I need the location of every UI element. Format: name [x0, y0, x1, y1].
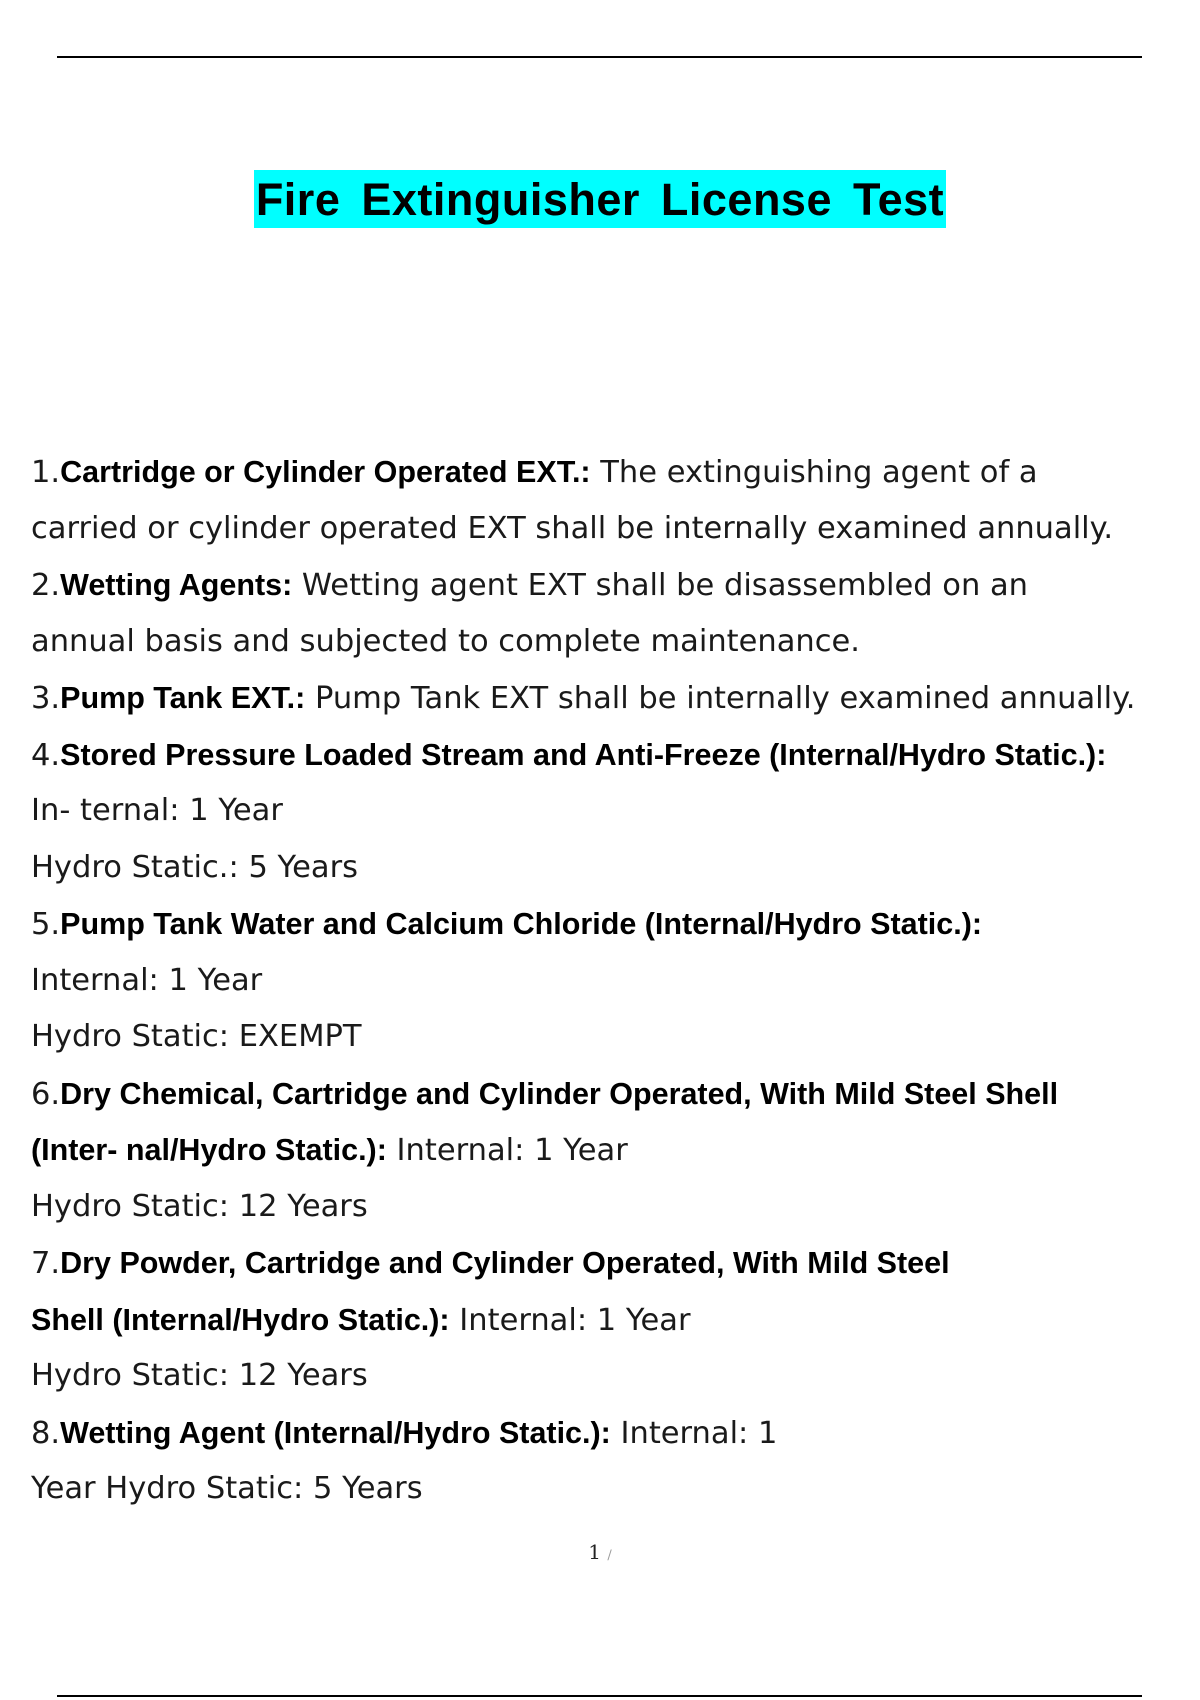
list-item	[31, 727, 1191, 784]
item-number: 8.	[31, 1415, 61, 1451]
item-term: Dry Powder, Cartridge and Cylinder Operated, With Mild Steel	[60, 1246, 950, 1280]
page-number	[0, 1540, 1200, 1564]
item-number: 2.	[31, 568, 61, 603]
title-block	[0, 170, 1200, 228]
item-continuation: In- ternal: 1 Year	[31, 793, 283, 828]
item-term: Pump Tank EXT.:	[60, 681, 306, 715]
item-number: 6.	[31, 1076, 61, 1112]
item-text: Internal: 1	[610, 1415, 778, 1451]
item-continuation: Year Hydro Static: 5 Years	[31, 1471, 423, 1506]
item-number: 4.	[31, 737, 61, 773]
item-number: 7.	[31, 1246, 61, 1281]
list-item	[31, 1066, 1191, 1123]
item-term: Stored Pressure Loaded Stream and Anti-Freeze (Internal/Hydro Static.):	[60, 737, 1107, 772]
item-number: 1.	[31, 455, 61, 490]
item-continuation	[31, 1292, 1191, 1349]
item-continuation: Hydro Static: 12 Years	[31, 1358, 368, 1393]
item-continuation: Internal: 1 Year	[31, 962, 263, 998]
item-continuation: Hydro Static.: 5 Years	[31, 849, 359, 885]
page-title: Fire Extinguisher License Test	[254, 170, 946, 228]
item-text: Internal: 1 Year	[449, 1302, 691, 1338]
item-term: Wetting Agent (Internal/Hydro Static.):	[60, 1415, 611, 1450]
item-term-continuation: (Inter- nal/Hydro Static.):	[31, 1133, 387, 1167]
item-continuation: Hydro Static: EXEMPT	[31, 1019, 362, 1054]
item-term-continuation: Shell (Internal/Hydro Static.):	[31, 1302, 450, 1337]
item-continuation: carried or cylinder operated EXT shall be internally examined annually.	[31, 510, 1114, 546]
item-term: Dry Chemical, Cartridge and Cylinder Operated, With Mild Steel Shell	[60, 1076, 1059, 1111]
item-number: 3.	[31, 681, 61, 716]
item-term: Wetting Agents:	[60, 568, 293, 602]
document-body	[31, 444, 1191, 1518]
item-text: Internal: 1 Year	[386, 1133, 628, 1168]
item-text: Wetting agent EXT shall be disassembled on an	[292, 568, 1029, 603]
list-item	[31, 1405, 1191, 1462]
item-text: The extinguishing agent of a	[590, 455, 1038, 490]
item-continuation: annual basis and subjected to complete maintenance.	[31, 623, 860, 659]
item-number: 5.	[31, 907, 61, 942]
list-item	[31, 896, 1191, 953]
bottom-rule	[57, 1695, 1142, 1697]
item-continuation	[31, 1122, 1191, 1179]
page-number-mark: /	[607, 1548, 612, 1563]
list-item	[31, 444, 1191, 501]
list-item	[31, 1235, 1191, 1292]
top-rule	[57, 56, 1142, 58]
list-item	[31, 670, 1191, 727]
item-term: Cartridge or Cylinder Operated EXT.:	[60, 455, 591, 489]
page-number-value: 1	[588, 1540, 601, 1564]
item-text: Pump Tank EXT shall be internally examined annually.	[305, 681, 1136, 716]
list-item	[31, 557, 1191, 614]
item-term: Pump Tank Water and Calcium Chloride (Internal/Hydro Static.):	[60, 907, 983, 941]
item-continuation: Hydro Static: 12 Years	[31, 1188, 368, 1224]
